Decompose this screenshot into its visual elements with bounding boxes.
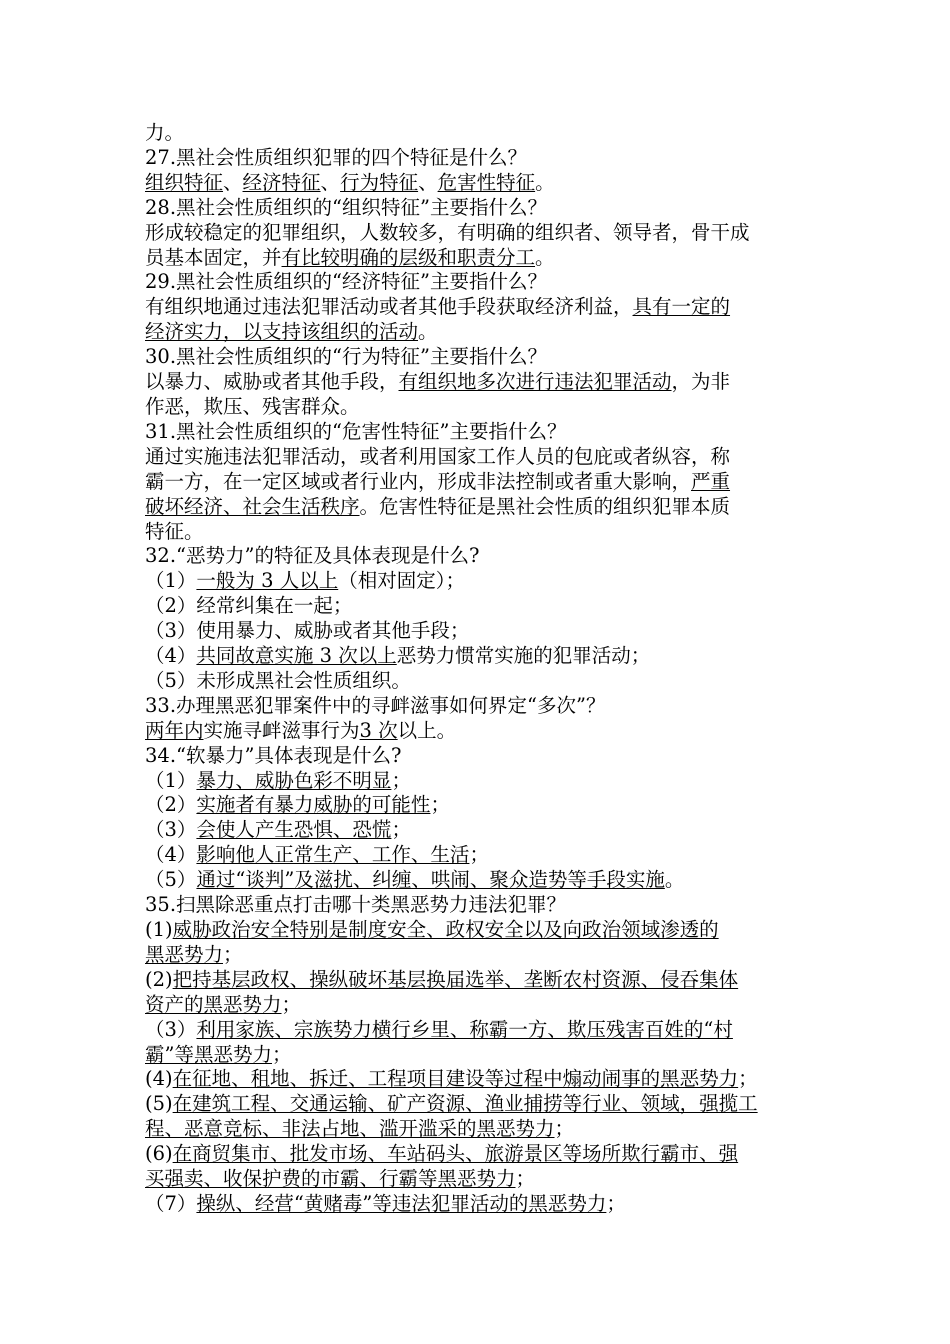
text-line	[145, 694, 825, 719]
underlined-text: 3 次	[359, 718, 398, 742]
underlined-text: 霸”等黑恶势力	[145, 1042, 272, 1066]
text-line	[145, 246, 825, 271]
text-line	[145, 295, 825, 320]
text-segment: 、	[320, 170, 341, 194]
text-line	[145, 569, 825, 594]
text-segment: （1）	[145, 768, 197, 792]
text-segment: 恶势力惯常实施的犯罪活动；	[396, 644, 651, 668]
text-segment: 霸一方，在一定区域或者行业内，形成非法控制或者重大影响，	[145, 469, 692, 493]
text-segment: 31.黑社会性质组织的“危害性特征”主要指什么？	[145, 419, 567, 443]
text-segment: （5）未形成黑社会性质组织。	[145, 668, 411, 692]
underlined-text: 利用家族、宗族势力横行乡里、称霸一方、欺压残害百姓的“村	[196, 1017, 733, 1041]
text-segment: ，为非	[671, 370, 731, 394]
text-segment: 作恶，欺压、残害群众。	[145, 394, 360, 418]
text-line	[145, 993, 825, 1018]
underlined-text: 操纵、经营“黄赌毒”等违法犯罪活动的黑恶势力	[196, 1191, 607, 1215]
underlined-text: 程、恶意竞标、非法占地、滥开滥采的黑恶势力	[145, 1117, 555, 1141]
text-segment: 33.办理黑恶犯罪案件中的寻衅滋事如何界定“多次”？	[145, 693, 606, 717]
underlined-text: 行为特征	[340, 170, 419, 194]
underlined-text: 危害性特征	[437, 170, 536, 194]
text-segment: 有组织地通过违法犯罪活动或者其他手段获取经济利益，	[145, 295, 633, 319]
text-line	[145, 470, 825, 495]
text-segment: 32.“恶势力”的特征及具体表现是什么?	[145, 544, 480, 568]
text-segment: 力。	[145, 121, 185, 144]
text-segment: （2）经常纠集在一起；	[145, 594, 353, 618]
text-segment: 、	[223, 170, 243, 194]
text-line	[145, 793, 825, 818]
text-segment: (6)	[145, 1142, 173, 1166]
text-line	[145, 395, 825, 420]
text-segment: (2)	[145, 967, 173, 991]
text-segment: ；	[554, 1117, 575, 1141]
text-segment: 以暴力、威胁或者其他手段，	[145, 370, 399, 394]
underlined-text: 在建筑工程、交通运输、矿产资源、渔业捕捞等行业、领域，强揽工	[172, 1092, 758, 1116]
text-line	[145, 146, 825, 171]
underlined-text: 在征地、租地、拆迁、工程项目建设等过程中煽动闹事的黑恶势力	[172, 1067, 739, 1091]
text-line	[145, 171, 825, 196]
text-segment: 。	[535, 245, 555, 269]
text-segment: ；	[391, 768, 411, 792]
text-segment: 27.黑社会性质组织犯罪的四个特征是什么？	[145, 145, 528, 169]
text-line	[145, 594, 825, 619]
text-line	[145, 818, 825, 843]
text-segment: （相对固定）；	[338, 569, 465, 593]
underlined-text: 买强卖、收保护费的市霸、行霸等黑恶势力	[145, 1167, 516, 1191]
text-line	[145, 196, 825, 221]
underlined-text: 破坏经济、社会生活秩序	[145, 494, 360, 518]
text-segment: （4）	[145, 644, 197, 668]
text-segment: ；	[223, 942, 243, 966]
text-line	[145, 893, 825, 918]
text-line	[145, 495, 825, 520]
underlined-text: 威胁政治安全特别是制度安全、政权安全以及向政治领域渗透的	[172, 918, 719, 941]
text-segment: ；	[469, 843, 489, 867]
text-segment: （1）	[145, 569, 197, 593]
text-line	[145, 1142, 825, 1167]
text-line	[145, 868, 825, 893]
text-segment: ；	[430, 793, 450, 817]
text-segment: 以上。	[397, 718, 457, 742]
text-segment: 35.扫黑除恶重点打击哪十类黑恶势力违法犯罪？	[145, 893, 567, 917]
underlined-text: 把持基层政权、操纵破坏基层换届选举、垄断农村资源、侵吞集体	[172, 967, 739, 991]
text-segment: 通过实施违法犯罪活动，或者利用国家工作人员的包庇或者纵容，称	[145, 444, 731, 468]
text-segment: （3）	[145, 818, 197, 842]
text-line	[145, 1043, 825, 1068]
underlined-text: 一般为 3 人以上	[196, 569, 339, 593]
text-line	[145, 918, 825, 943]
text-line	[145, 345, 825, 370]
text-segment: ；	[271, 1042, 292, 1066]
text-segment: 。	[535, 170, 555, 194]
text-line	[145, 943, 825, 968]
underlined-text: 严重	[691, 469, 731, 493]
underlined-text: 组织特征	[145, 170, 224, 194]
text-line	[145, 744, 825, 769]
text-line	[145, 619, 825, 644]
text-segment: 34.“软暴力”具体表现是什么?	[145, 743, 402, 767]
text-line	[145, 320, 825, 345]
underlined-text: 会使人产生恐惧、恐慌	[196, 818, 392, 842]
text-line	[145, 520, 825, 545]
text-segment: ；	[281, 992, 302, 1016]
underlined-text: 资产的黑恶势力	[145, 992, 282, 1016]
text-segment: ；	[606, 1191, 626, 1215]
text-segment: 。危害性特征是黑社会性质的组织犯罪本质	[359, 494, 731, 518]
text-line	[145, 370, 825, 395]
text-segment: （3）使用暴力、威胁或者其他手段；	[145, 619, 470, 643]
text-line	[145, 445, 825, 470]
underlined-text: 在商贸集市、批发市场、车站码头、旅游景区等场所欺行霸市、强	[172, 1142, 739, 1166]
text-segment: 、	[418, 170, 438, 194]
text-line	[145, 644, 825, 669]
text-line	[145, 1018, 825, 1043]
text-segment: （5）	[145, 868, 197, 892]
underlined-text: 经济特征	[242, 170, 321, 194]
underlined-text: 有组织地多次进行违法犯罪活动	[398, 370, 672, 394]
text-segment: （7）	[145, 1191, 197, 1215]
text-segment: ；	[738, 1067, 758, 1091]
text-line	[145, 1192, 825, 1217]
text-segment: 特征。	[145, 519, 204, 543]
text-line	[145, 420, 825, 445]
text-line	[145, 769, 825, 794]
text-line	[145, 719, 825, 744]
underlined-text: 经济实力，以支持该组织的活动	[145, 320, 419, 344]
text-segment: （2）	[145, 793, 197, 817]
text-segment: 形成较稳定的犯罪组织，人数较多，有明确的组织者、领导者，骨干成	[145, 220, 750, 244]
text-line	[145, 270, 825, 295]
text-segment: ；	[515, 1167, 536, 1191]
text-line	[145, 544, 825, 569]
text-line	[145, 968, 825, 993]
text-segment: ；	[391, 818, 411, 842]
underlined-text: 实施者有暴力威胁的可能性	[196, 793, 431, 817]
text-segment: （3）	[145, 1017, 197, 1041]
text-segment: (5)	[145, 1092, 173, 1116]
text-line	[145, 1167, 825, 1192]
text-line	[145, 669, 825, 694]
text-segment: 员基本固定，并	[145, 245, 282, 269]
underlined-text: 具有一定的	[632, 295, 731, 319]
text-segment: 30.黑社会性质组织的“行为特征”主要指什么？	[145, 345, 547, 369]
text-line	[145, 1092, 825, 1117]
text-segment: (4)	[145, 1067, 173, 1091]
underlined-text: 共同故意实施 3 次以上	[196, 644, 397, 668]
document-page	[145, 121, 825, 1217]
text-line	[145, 843, 825, 868]
underlined-text: 两年内	[145, 718, 204, 742]
text-segment: 。	[664, 868, 685, 892]
text-segment: 。	[418, 320, 438, 344]
text-segment: 实施寻衅滋事行为	[203, 718, 360, 742]
underlined-text: 黑恶势力	[145, 942, 224, 966]
text-line	[145, 121, 825, 146]
text-segment: (1)	[145, 918, 173, 941]
text-line	[145, 1117, 825, 1142]
text-line	[145, 1067, 825, 1092]
text-segment: 28.黑社会性质组织的“组织特征”主要指什么？	[145, 195, 547, 219]
text-segment: 29.黑社会性质组织的“经济特征”主要指什么？	[145, 270, 547, 294]
underlined-text: 有比较明确的层级和职责分工	[281, 245, 536, 269]
underlined-text: 暴力、威胁色彩不明显	[196, 768, 392, 792]
underlined-text: 通过“谈判”及滋扰、纠缠、哄闹、聚众造势等手段实施	[196, 868, 665, 892]
text-line	[145, 221, 825, 246]
text-segment: （4）	[145, 843, 197, 867]
underlined-text: 影响他人正常生产、工作、生活	[196, 843, 470, 867]
